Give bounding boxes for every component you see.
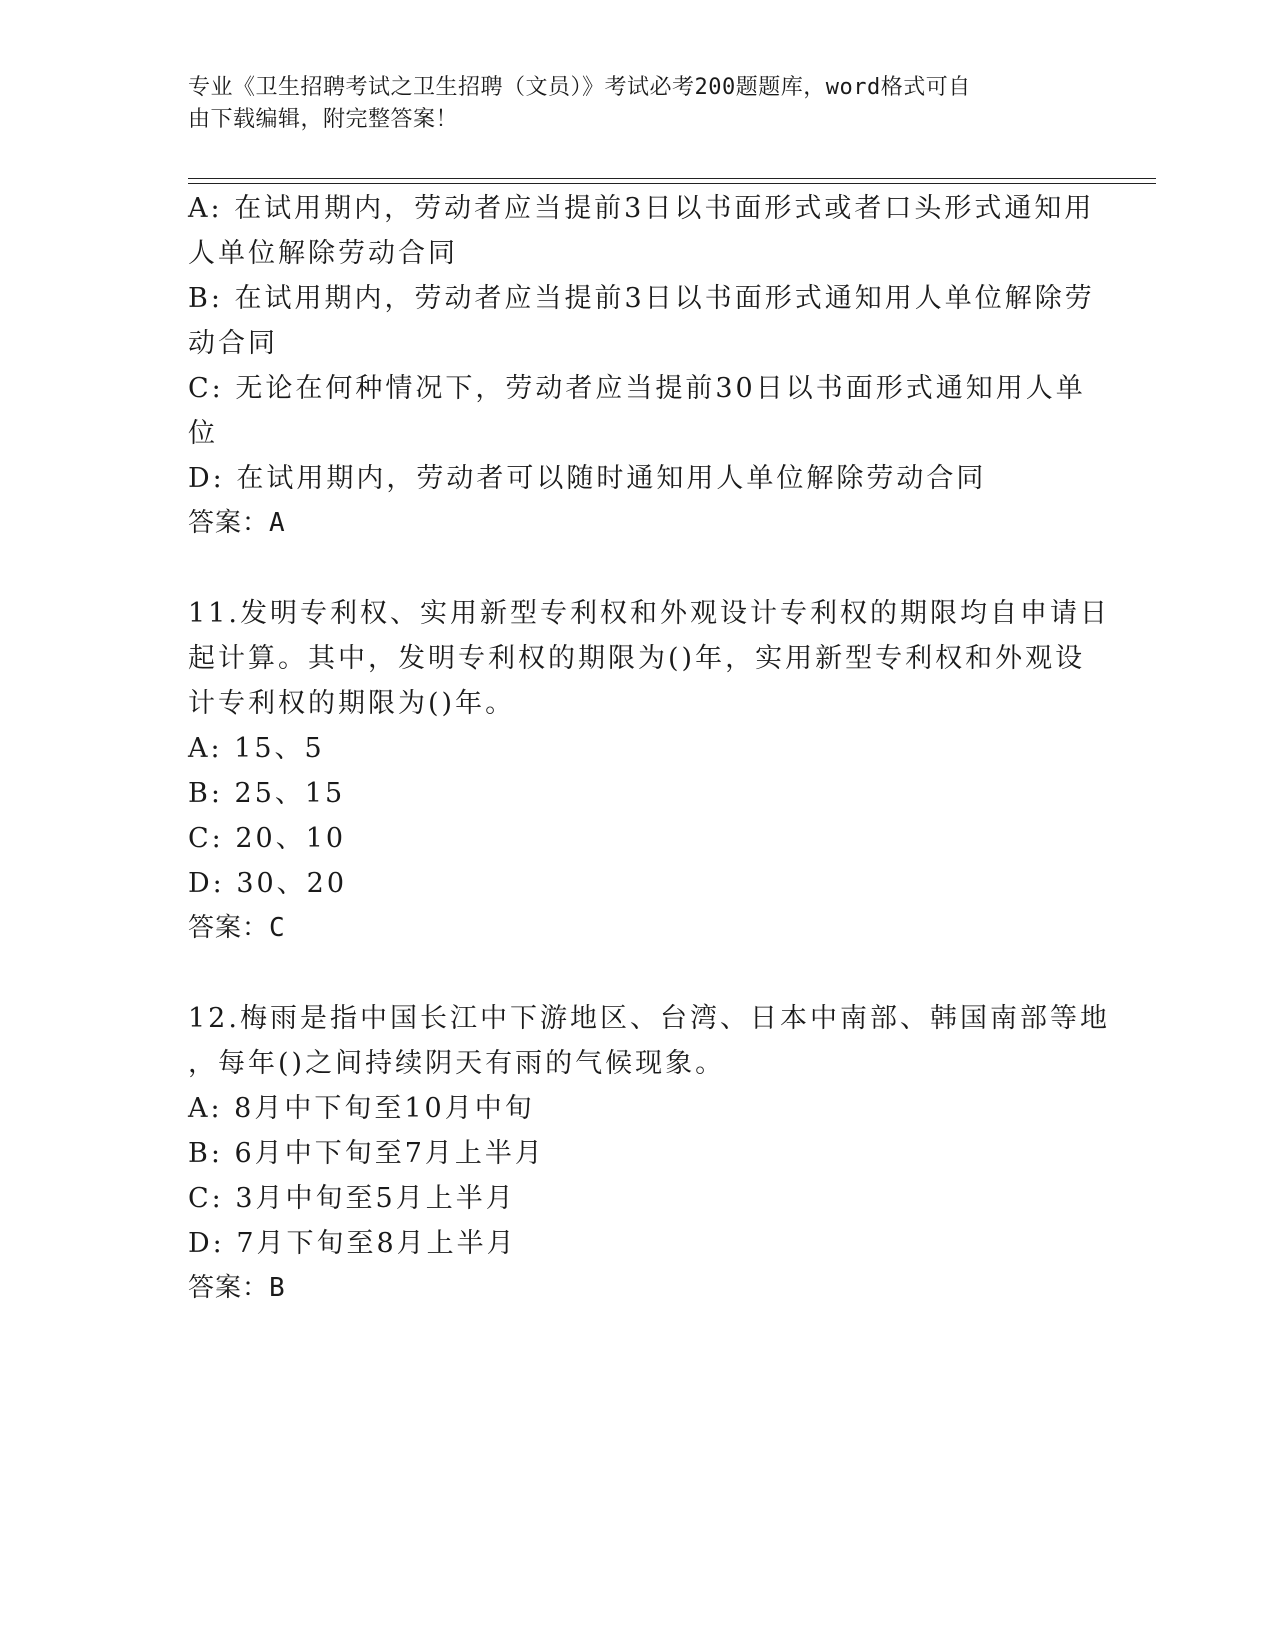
q10-option-c-line-1: C: 无论在何种情况下，劳动者应当提前30日以书面形式通知用人单 bbox=[188, 373, 1086, 404]
document-header bbox=[188, 72, 1068, 136]
q10-option-d: D: 在试用期内，劳动者可以随时通知用人单位解除劳动合同 bbox=[188, 463, 987, 494]
q10-option-c-line-2: 位 bbox=[188, 418, 218, 449]
header-title-line-1: 专业《卫生招聘考试之卫生招聘（文员）》考试必考200题题库，word格式可自 bbox=[188, 75, 971, 100]
q10-answer: 答案：A bbox=[188, 508, 286, 538]
q11-option-d: D: 30、20 bbox=[188, 868, 348, 899]
question-11 bbox=[188, 591, 1110, 951]
q11-stem-line-3: 计专利权的期限为()年。 bbox=[188, 688, 516, 719]
q12-stem-line-1: 12.梅雨是指中国长江中下游地区、台湾、日本中南部、韩国南部等地 bbox=[188, 1003, 1110, 1034]
q10-option-a-line-1: A: 在试用期内，劳动者应当提前3日以书面形式或者口头形式通知用 bbox=[188, 193, 1095, 224]
q12-option-c: C: 3月中旬至5月上半月 bbox=[188, 1183, 516, 1214]
q11-answer: 答案：C bbox=[188, 913, 286, 943]
header-divider-bottom bbox=[188, 183, 1156, 184]
q11-option-c: C: 20、10 bbox=[188, 823, 347, 854]
q10-option-a-line-2: 人单位解除劳动合同 bbox=[188, 238, 458, 269]
q11-option-a: A: 15、5 bbox=[188, 733, 325, 764]
q12-option-d: D: 7月下旬至8月上半月 bbox=[188, 1228, 517, 1259]
header-divider-top bbox=[188, 178, 1156, 179]
q10-option-b-line-1: B: 在试用期内，劳动者应当提前3日以书面形式通知用人单位解除劳 bbox=[188, 283, 1095, 314]
document-body bbox=[188, 186, 1110, 1311]
q12-stem-line-2: ，每年()之间持续阴天有雨的气候现象。 bbox=[188, 1048, 726, 1079]
spacer bbox=[188, 546, 1088, 591]
q11-option-b: B: 25、15 bbox=[188, 778, 346, 809]
q12-answer: 答案：B bbox=[188, 1273, 286, 1303]
q11-stem-line-1: 11.发明专利权、实用新型专利权和外观设计专利权的期限均自申请日 bbox=[188, 598, 1110, 629]
q11-stem-line-2: 起计算。其中，发明专利权的期限为()年，实用新型专利权和外观设 bbox=[188, 643, 1086, 674]
q12-option-b: B: 6月中下旬至7月上半月 bbox=[188, 1138, 545, 1169]
q12-option-a: A: 8月中下旬至10月中旬 bbox=[188, 1093, 535, 1124]
q10-option-b-line-2: 动合同 bbox=[188, 328, 278, 359]
question-12 bbox=[188, 996, 1110, 1311]
header-title-line-2: 由下载编辑，附完整答案！ bbox=[188, 107, 459, 132]
spacer bbox=[188, 951, 1088, 996]
question-10-options bbox=[188, 186, 1095, 546]
